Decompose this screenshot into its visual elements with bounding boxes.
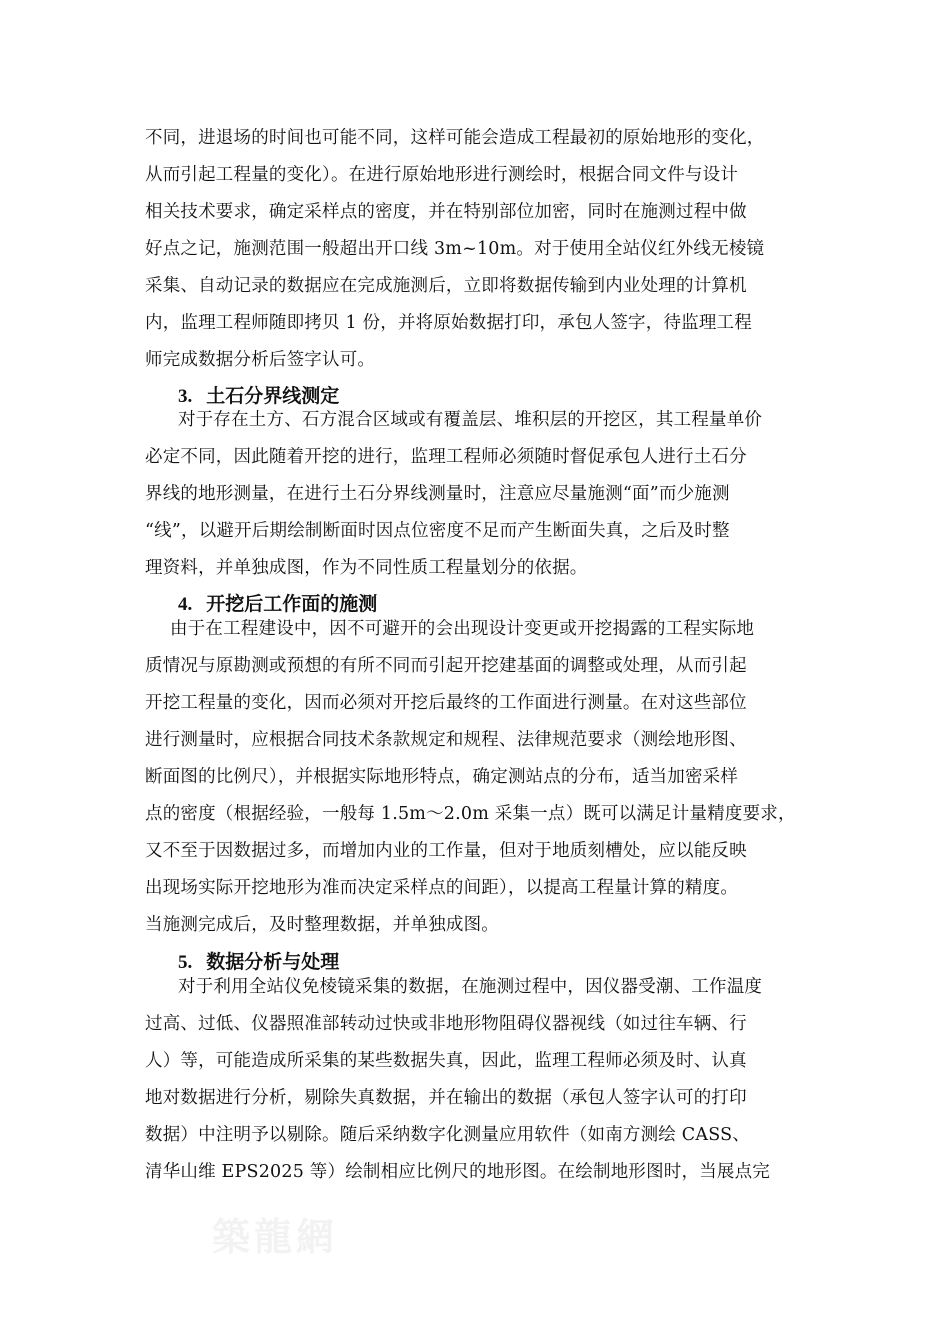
paragraph-line: 又不至于因数据过多，而增加内业的工作量，但对于地质刻槽处，应以能反映 (145, 841, 747, 861)
paragraph-line: 对于存在土方、石方混合区域或有覆盖层、堆积层的开挖区，其工程量单价 (178, 410, 763, 430)
section-title: 土石分界线测定 (206, 385, 340, 407)
paragraph-line: 必定不同，因此随着开挖的进行，监理工程师必须随时督促承包人进行土石分 (145, 447, 747, 467)
section-4-heading (178, 592, 377, 617)
paragraph-line: 断面图的比例尺），并根据实际地形特点，确定测站点的分布，适当加密采样 (145, 767, 739, 787)
paragraph-line: 师完成数据分析后签字认可。 (145, 350, 376, 370)
paragraph-line: “线”，以避开后期绘制断面时因点位密度不足而产生断面失真，之后及时整 (145, 521, 730, 541)
section-5-heading (178, 950, 339, 975)
paragraph-line: 开挖工程量的变化，因而必须对开挖后最终的工作面进行测量。在对这些部位 (145, 693, 747, 713)
paragraph-line: 界线的地形测量，在进行土石分界线测量时，注意应尽量施测“面”而少施测 (145, 484, 730, 504)
paragraph-line: 由于在工程建设中，因不可避开的会出现设计变更或开挖揭露的工程实际地 (170, 619, 755, 639)
watermark: 築龍網 (212, 1214, 339, 1259)
paragraph-line: 地对数据进行分析，剔除失真数据，并在输出的数据（承包人签字认可的打印 (145, 1088, 747, 1108)
paragraph-line: 点的密度（根据经验，一般每 1.5m～2.0m 采集一点）既可以满足计量精度要求， (145, 804, 796, 824)
paragraph-line: 人）等，可能造成所采集的某些数据失真，因此，监理工程师必须及时、认真 (145, 1051, 747, 1071)
paragraph-line: 内，监理工程师随即拷贝 1 份，并将原始数据打印，承包人签字，待监理工程 (145, 313, 752, 333)
section-title: 开挖后工作面的施测 (206, 593, 378, 615)
paragraph-line: 进行测量时，应根据合同技术条款规定和规程、法律规范要求（测绘地形图、 (145, 730, 747, 750)
paragraph-line: 相关技术要求，确定采样点的密度，并在特别部位加密，同时在施测过程中做 (145, 202, 747, 222)
paragraph-line: 理资料，并单独成图，作为不同性质工程量划分的依据。 (145, 558, 588, 578)
section-number: 5. (178, 952, 193, 973)
paragraph-line: 不同，进退场的时间也可能不同，这样可能会造成工程最初的原始地形的变化， (145, 128, 765, 148)
paragraph-line: 质情况与原勘测或预想的有所不同而引起开挖建基面的调整或处理，从而引起 (145, 656, 747, 676)
section-3-heading (178, 384, 339, 409)
paragraph-line: 数据）中注明予以剔除。随后采纳数字化测量应用软件（如南方测绘 CASS、 (145, 1125, 750, 1145)
paragraph-line: 采集、自动记录的数据应在完成施测后，立即将数据传输到内业处理的计算机 (145, 276, 747, 296)
paragraph-line: 对于利用全站仪免棱镜采集的数据，在施测过程中，因仪器受潮、工作温度 (178, 977, 763, 997)
paragraph-line: 清华山维 EPS2025 等）绘制相应比例尺的地形图。在绘制地形图时，当展点完 (145, 1162, 770, 1182)
section-number: 3. (178, 386, 193, 407)
paragraph-line: 当施测完成后，及时整理数据，并单独成图。 (145, 915, 499, 935)
section-title: 数据分析与处理 (206, 951, 340, 973)
section-number: 4. (178, 594, 193, 615)
paragraph-line: 从而引起工程量的变化）。在进行原始地形进行测绘时，根据合同文件与设计 (145, 165, 739, 185)
paragraph-line: 过高、过低、仪器照准部转动过快或非地形物阻碍仪器视线（如过往车辆、行 (145, 1014, 747, 1034)
paragraph-line: 好点之记，施测范围一般超出开口线 3m~10m。对于使用全站仪红外线无棱镜 (145, 239, 765, 259)
paragraph-line: 出现场实际开挖地形为准而决定采样点的间距），以提高工程量计算的精度。 (145, 878, 739, 898)
